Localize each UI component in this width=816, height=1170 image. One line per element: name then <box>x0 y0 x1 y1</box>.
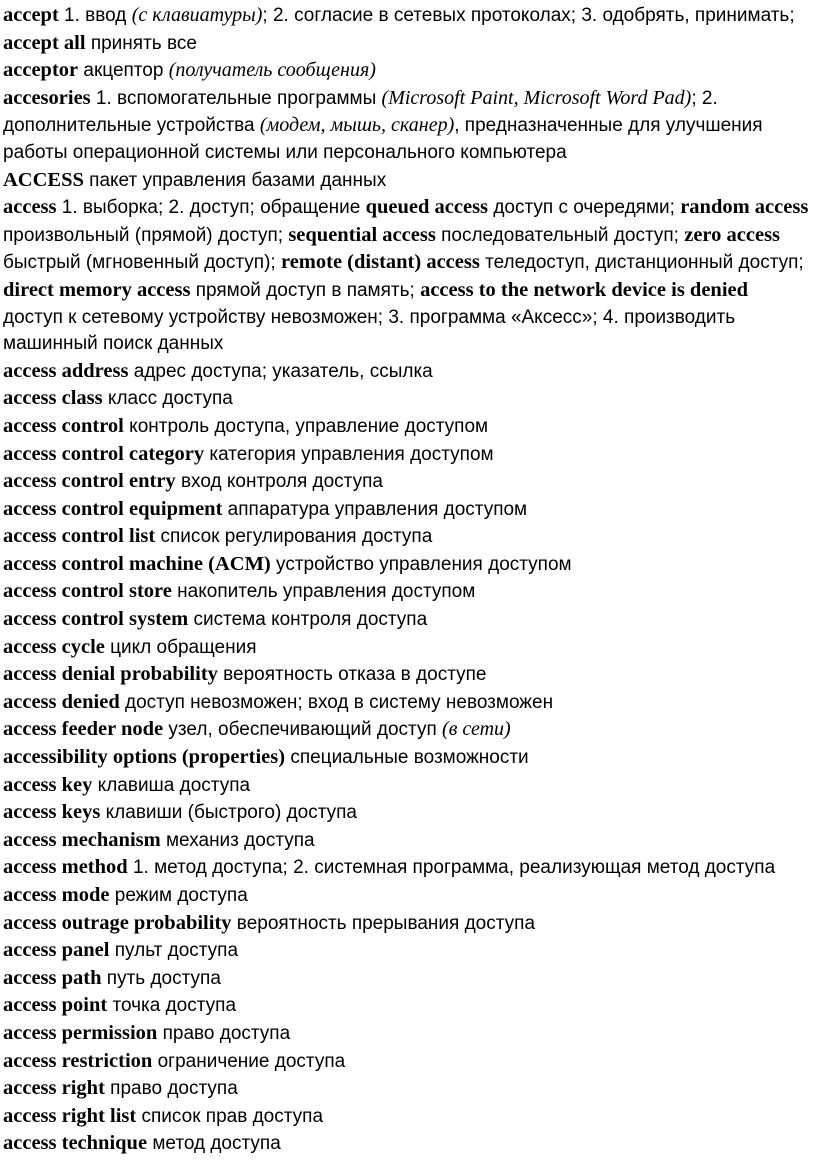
entry-term: access control store <box>3 580 172 603</box>
entry-definition: специальные возможности <box>285 747 529 769</box>
dictionary-entry <box>3 992 813 1020</box>
dictionary-entry <box>3 413 813 441</box>
entry-definition: механиз доступа <box>160 829 315 851</box>
entry-term: access permission <box>3 1021 158 1044</box>
dictionary-entry <box>3 194 813 358</box>
entry-definition: список регулирования доступа <box>155 526 433 548</box>
entry-definition: прямой доступ в память; <box>190 279 421 301</box>
entry-definition: ; 2. дополнительные устройства <box>3 87 718 137</box>
entry-term: accept all <box>3 31 86 54</box>
dictionary-entry <box>3 441 813 469</box>
entry-term: access class <box>3 387 103 410</box>
dictionary-entry <box>3 496 813 524</box>
dictionary-entry <box>3 551 813 579</box>
dictionary-entry <box>3 937 813 965</box>
entry-definition: адрес доступа; указатель, ссылка <box>128 360 433 382</box>
entry-definition: метод доступа <box>147 1133 281 1155</box>
dictionary-entry <box>3 661 813 689</box>
entry-definition: узел, обеспечивающий доступ <box>163 719 443 741</box>
entry-definition: клавиша доступа <box>92 774 251 796</box>
entry-term: access denial probability <box>3 663 218 686</box>
dictionary-entry <box>3 910 813 938</box>
dictionary-entry <box>3 385 813 413</box>
entry-definition: быстрый (мгновенный доступ); <box>3 252 281 274</box>
dictionary-entry <box>3 1130 813 1158</box>
entry-term: queued access <box>365 196 489 219</box>
entry-definition: принять все <box>85 32 197 54</box>
dictionary-entry <box>3 57 813 85</box>
entry-definition: цикл обращения <box>104 636 257 658</box>
dictionary-entry <box>3 965 813 993</box>
dictionary-entry <box>3 85 813 167</box>
dictionary-entry <box>3 689 813 717</box>
entry-term: access control entry <box>3 470 176 493</box>
entry-term: access denied <box>3 690 120 713</box>
entry-definition: точка доступа <box>107 995 237 1017</box>
dictionary-entry <box>3 1075 813 1103</box>
entry-term: access right <box>3 1077 105 1100</box>
entry-definition: категория управления доступом <box>204 443 494 465</box>
entry-note: (Microsoft Paint, Microsoft Word Pad) <box>381 86 692 109</box>
entry-definition: вход контроля доступа <box>175 471 383 493</box>
entry-definition: 1. выборка; 2. доступ; обращение <box>56 197 366 219</box>
entry-term: access control list <box>3 525 156 548</box>
entry-note: (с клавиатуры) <box>131 4 263 26</box>
entry-term: access address <box>3 359 129 382</box>
entry-term: access mechanism <box>3 828 161 851</box>
entry-term: access point <box>3 994 108 1017</box>
dictionary-entry <box>3 716 813 744</box>
entry-term: access control equipment <box>3 497 223 520</box>
entry-term: acceptor <box>3 59 79 82</box>
entry-definition: ; 2. согласие в сетевых протоколах; 3. одобрять, принимать; <box>262 5 795 26</box>
entry-definition: теледоступ, дистанционный доступ; <box>479 252 804 274</box>
dictionary-entry <box>3 1020 813 1048</box>
dictionary-entry <box>3 799 813 827</box>
entry-note: (получатель сообщения) <box>168 59 376 82</box>
dictionary-entry <box>3 523 813 551</box>
entry-term: direct memory access <box>3 278 191 301</box>
entry-term: accessibility options (properties) <box>3 746 286 769</box>
entry-definition: пульт доступа <box>109 940 239 962</box>
entry-definition: 1. ввод <box>58 5 132 26</box>
dictionary-entry <box>3 1103 813 1131</box>
dictionary-entry <box>3 358 813 386</box>
entry-term: random access <box>680 196 809 219</box>
dictionary-entry <box>3 606 813 634</box>
entry-term: access control category <box>3 442 205 465</box>
entry-definition: , предназначенные для улучшения работы операционной системы или персонального компьютера <box>3 115 763 163</box>
entry-definition: режим доступа <box>109 885 248 906</box>
entry-term: ACCESS <box>3 168 84 191</box>
entry-definition: право доступа <box>104 1078 238 1100</box>
dictionary-entry <box>3 882 813 910</box>
entry-term: accesories <box>3 86 91 109</box>
entry-definition: контроль доступа, управление доступом <box>123 415 489 437</box>
entry-term: access to the network device is denied <box>420 278 749 301</box>
entry-definition: 1. метод доступа; 2. системная программа, реализующая метод доступа <box>127 857 776 879</box>
entry-definition: накопитель управления доступом <box>171 581 476 603</box>
entry-definition: вероятность прерывания доступа <box>231 912 536 934</box>
entry-term: zero access <box>684 223 781 246</box>
entry-term: access control system <box>3 608 189 631</box>
dictionary-entry <box>3 578 813 606</box>
dictionary-entry <box>3 827 813 855</box>
entry-term: access control machine (ACM) <box>3 552 271 575</box>
entry-definition: аппаратура управления доступом <box>222 498 528 520</box>
dictionary-entry <box>3 167 813 195</box>
entry-definition: система контроля доступа <box>188 609 428 631</box>
entry-definition: список прав доступа <box>136 1105 324 1127</box>
entry-definition: вероятность отказа в доступе <box>217 664 487 686</box>
entry-definition: право доступа <box>157 1022 291 1044</box>
entry-definition: ограничение доступа <box>152 1050 346 1072</box>
dictionary-entry <box>3 468 813 496</box>
entry-definition: пакет управления базами данных <box>83 169 387 191</box>
entry-term: remote (distant) access <box>280 251 480 274</box>
entry-definition: доступ к сетевому устройству невозможен; 3. программа «Аксесс»; 4. производить машинный поиск данных <box>3 306 736 355</box>
entry-term: sequential access <box>288 223 436 246</box>
entry-term: access restriction <box>3 1049 153 1072</box>
dictionary-entry <box>3 744 813 772</box>
entry-term: access cycle <box>3 635 105 658</box>
entry-term: access technique <box>3 1132 148 1155</box>
dictionary-entry <box>3 1048 813 1076</box>
dictionary-document <box>3 2 813 1158</box>
entry-term: access control <box>3 414 124 437</box>
entry-note: (модем, мышь, сканер) <box>259 114 455 137</box>
entry-note: (в сети) <box>442 718 511 741</box>
entry-term: access mode <box>3 884 110 906</box>
entry-definition: акцептор <box>78 60 169 82</box>
entry-definition: последовательный доступ; <box>435 224 685 246</box>
entry-definition: путь доступа <box>101 967 221 989</box>
entry-term: accept <box>3 4 59 26</box>
entry-definition: класс доступа <box>102 388 233 410</box>
entry-definition: клавиши (быстрого) доступа <box>100 802 357 824</box>
entry-term: access outrage probability <box>3 911 232 934</box>
entry-term: access panel <box>3 939 110 962</box>
entry-term: access right list <box>3 1104 137 1127</box>
entry-term: access path <box>3 966 102 989</box>
entry-definition: доступ с очередями; <box>488 197 681 219</box>
entry-definition: произвольный (прямой) доступ; <box>3 224 289 246</box>
entry-term: access keys <box>3 801 101 824</box>
entry-definition: 1. вспомогательные программы <box>90 87 382 109</box>
dictionary-entry <box>3 854 813 882</box>
entry-definition: устройство управления доступом <box>270 553 572 575</box>
entry-definition: доступ невозможен; вход в систему невозможен <box>119 691 554 713</box>
dictionary-entry <box>3 634 813 662</box>
entry-term: access key <box>3 773 93 796</box>
entry-term: access feeder node <box>3 718 164 741</box>
entry-term: access <box>3 196 57 219</box>
dictionary-entry <box>3 772 813 800</box>
dictionary-entry <box>3 2 813 57</box>
entry-term: access method <box>3 856 128 879</box>
